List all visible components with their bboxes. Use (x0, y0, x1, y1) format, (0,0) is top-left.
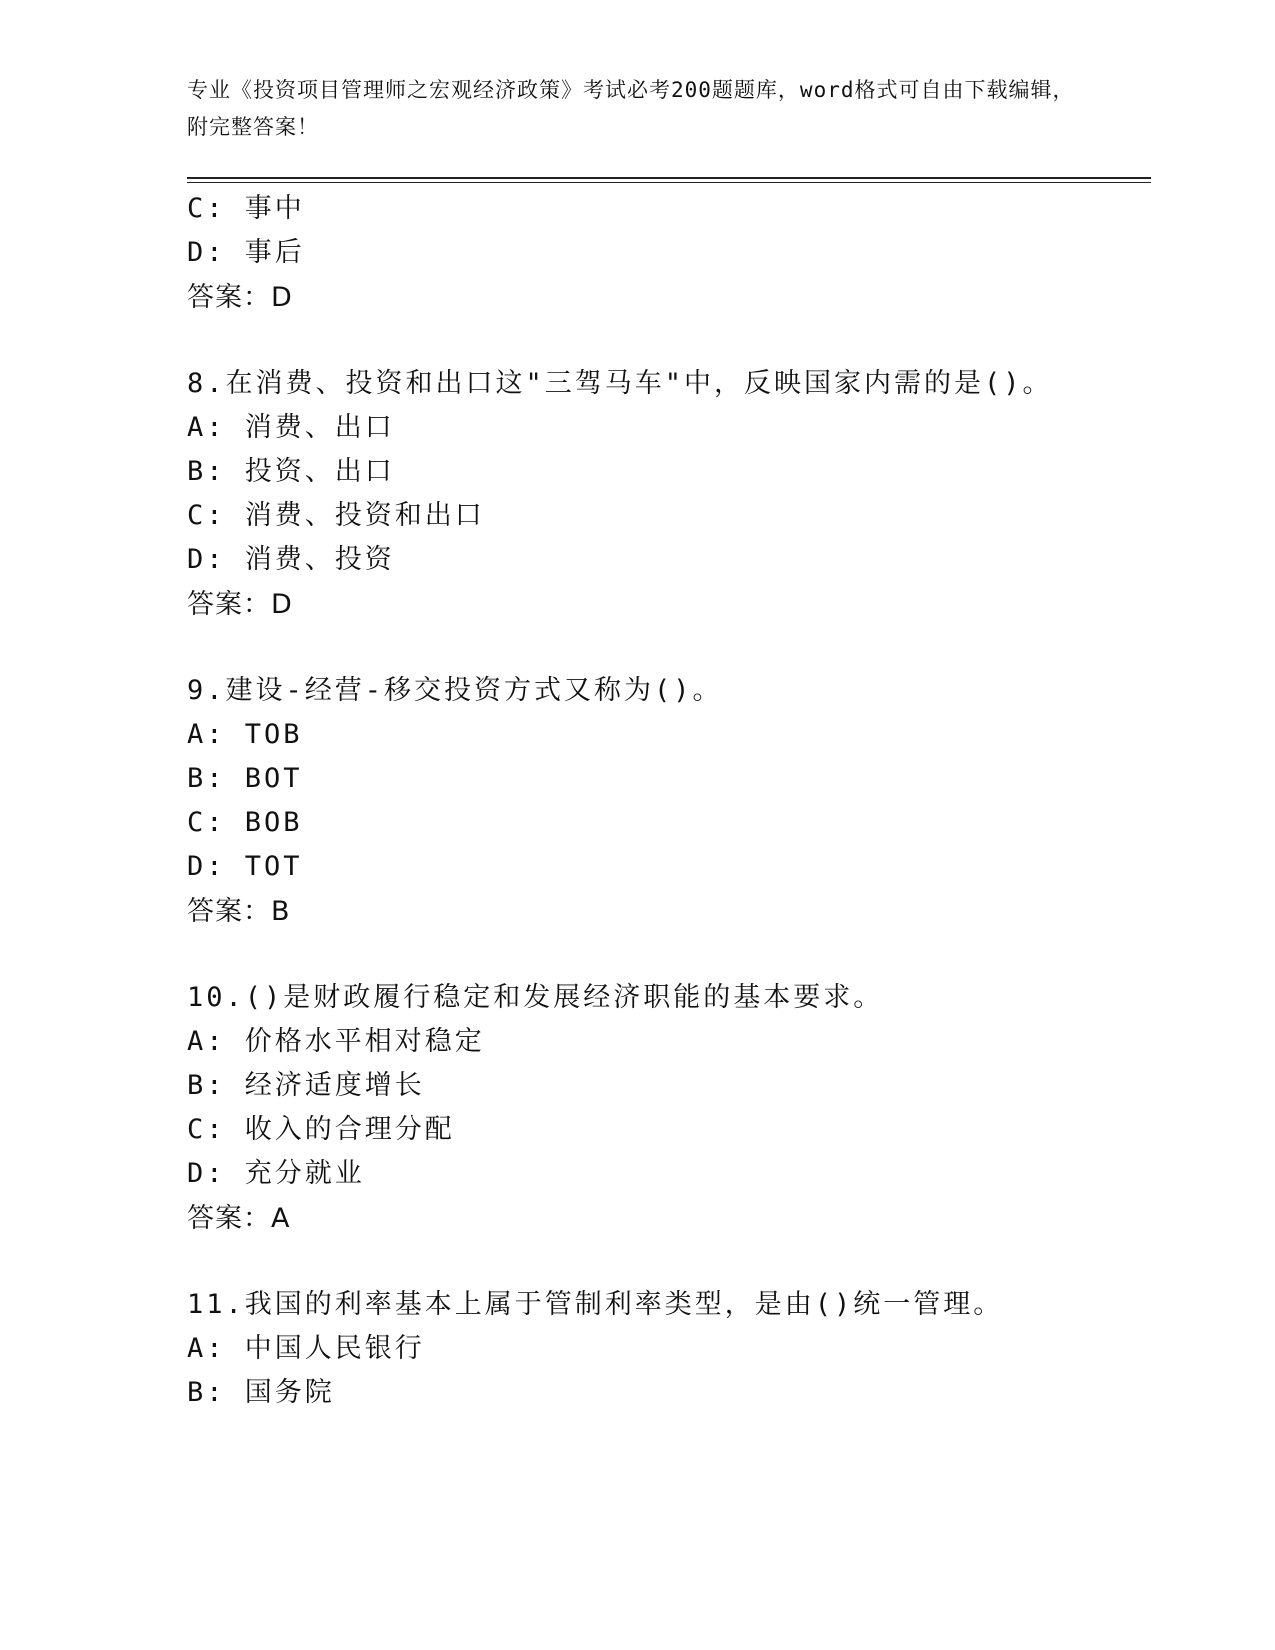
answer-q8: 答案：D (187, 589, 293, 620)
option-d-q9: D: TOT (187, 851, 303, 882)
question-8: 8.在消费、投资和出口这"三驾马车"中，反映国家内需的是()。 (187, 368, 1053, 399)
header-divider-thick (187, 177, 1151, 179)
answer-q9: 答案：B (187, 896, 291, 927)
option-a-q11: A: 中国人民银行 (187, 1333, 425, 1364)
question-11: 11.我国的利率基本上属于管制利率类型，是由()统一管理。 (187, 1289, 1004, 1320)
option-c-q9: C: BOB (187, 807, 303, 838)
option-b-q11: B: 国务院 (187, 1377, 335, 1408)
option-b-q10: B: 经济适度增长 (187, 1070, 425, 1101)
question-9: 9.建设-经营-移交投资方式又称为()。 (187, 675, 723, 706)
question-10: 10.()是财政履行稳定和发展经济职能的基本要求。 (187, 982, 884, 1013)
option-d-q8: D: 消费、投资 (187, 544, 395, 575)
option-c-q10: C: 收入的合理分配 (187, 1114, 455, 1145)
option-d-q10: D: 充分就业 (187, 1158, 365, 1189)
option-c-q7: C: 事中 (187, 193, 305, 224)
option-b-q8: B: 投资、出口 (187, 456, 395, 487)
option-a-q9: A: TOB (187, 719, 303, 750)
answer-q10: 答案：A (187, 1203, 291, 1234)
answer-q7: 答案：D (187, 282, 293, 313)
option-a-q8: A: 消费、出口 (187, 412, 395, 443)
option-c-q8: C: 消费、投资和出口 (187, 500, 485, 531)
option-d-q7: D: 事后 (187, 237, 305, 268)
document-header: 专业《投资项目管理师之宏观经济政策》考试必考200题题库，word格式可自由下载编辑，附完整答案！ (187, 78, 1075, 139)
option-a-q10: A: 价格水平相对稳定 (187, 1026, 485, 1057)
option-b-q9: B: BOT (187, 763, 303, 794)
header-divider-thin (187, 182, 1151, 183)
